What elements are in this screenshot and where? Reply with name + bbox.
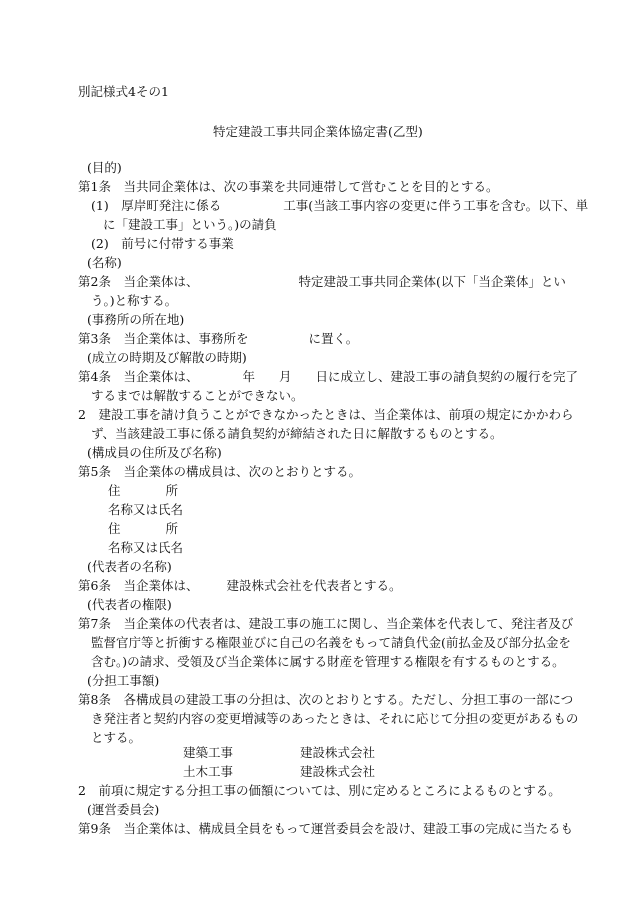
article-4-b: 日に成立し、建設工事の請負契約の履行を完了 bbox=[315, 369, 579, 384]
article-6 bbox=[78, 578, 401, 594]
address-label-a: 住 bbox=[108, 483, 121, 498]
share-row-2-work: 土木工事 bbox=[183, 764, 234, 779]
article-4-p2-line-1: 2 建設工事を請け負うことができなかったときは、当企業体は、前項の規定にかかわら bbox=[78, 407, 574, 422]
heading-committee: (運営委員会) bbox=[87, 802, 160, 817]
heading-share: (分担工事額) bbox=[87, 673, 160, 688]
heading-members: (構成員の住所及び名称) bbox=[87, 445, 222, 460]
member-1-name: 名称又は氏名 bbox=[108, 502, 184, 517]
share-row-1-work: 建築工事 bbox=[183, 745, 234, 760]
article-3-b: に置く。 bbox=[308, 331, 359, 346]
member-2-name: 名称又は氏名 bbox=[108, 540, 184, 555]
heading-rep-authority: (代表者の権限) bbox=[87, 597, 172, 612]
article-9-line-1: 第9条 当企業体は、構成員全員をもって運営委員会を設け、建設工事の完成に当たるも bbox=[78, 821, 573, 836]
article-1-item-1-a: (1) 厚岸町発注に係る bbox=[91, 198, 222, 213]
member-1-address bbox=[108, 483, 178, 499]
article-2-b: 特定建設工事共同企業体(以下「当企業体」とい bbox=[298, 274, 566, 289]
article-6-b: 建設株式会社を代表者とする。 bbox=[226, 578, 402, 593]
article-7-line-3: 含む。)の請求、受領及び当企業体に属する財産を管理する権限を有するものとする。 bbox=[91, 654, 565, 669]
article-3-a: 第3条 当企業体は、事務所を bbox=[78, 331, 249, 346]
article-1-line-1: 第1条 当共同企業体は、次の事業を共同連帯して営むことを目的とする。 bbox=[78, 179, 499, 194]
article-4-line-2: するまでは解散することができない。 bbox=[91, 388, 304, 403]
article-8-line-3: とする。 bbox=[91, 730, 142, 745]
share-row-1-company: 建設株式会社 bbox=[300, 745, 376, 760]
document-title: 特定建設工事共同企業体協定書(乙型) bbox=[213, 124, 423, 139]
address-label-b: 所 bbox=[165, 521, 179, 536]
heading-rep-name: (代表者の名称) bbox=[87, 559, 172, 574]
article-1-item-2: (2) 前号に付帯する事業 bbox=[91, 236, 234, 251]
address-label-a: 住 bbox=[108, 521, 121, 536]
heading-name: (名称) bbox=[87, 255, 122, 270]
article-7-line-1: 第7条 当企業体の代表者は、建設工事の施工に関し、当企業体を代表して、発注者及び bbox=[78, 616, 574, 631]
address-label-b: 所 bbox=[165, 483, 179, 498]
article-2-line-2: う。)と称する。 bbox=[91, 293, 178, 308]
article-3 bbox=[78, 331, 358, 347]
article-4-line-1 bbox=[78, 369, 578, 385]
article-4-month: 月 bbox=[278, 369, 292, 384]
heading-purpose: (目的) bbox=[87, 160, 122, 175]
article-5-line-1: 第5条 当企業体の構成員は、次のとおりとする。 bbox=[78, 464, 361, 479]
article-4-year: 年 bbox=[242, 369, 255, 384]
article-2-a: 第2条 当企業体は、 bbox=[78, 274, 199, 289]
article-6-a: 第6条 当企業体は、 bbox=[78, 578, 199, 593]
article-1-item-1 bbox=[91, 198, 588, 214]
article-4-p2-line-2: ず、当該建設工事に係る請負契約が締結された日に解散するものとする。 bbox=[91, 426, 503, 441]
article-7-line-2: 監督官庁等と折衝する権限並びに自己の名義をもって請負代金(前払金及び部分払金を bbox=[91, 635, 571, 650]
member-2-address bbox=[108, 521, 178, 537]
form-label: 別記様式4その1 bbox=[78, 84, 169, 99]
article-2-line-1 bbox=[78, 274, 566, 290]
article-8-line-2: き発注者と契約内容の変更増減等のあったときは、それに応じて分担の変更があるもの bbox=[91, 711, 579, 726]
heading-office: (事務所の所在地) bbox=[87, 312, 185, 327]
article-1-item-1-cont: に「建設工事」という。)の請負 bbox=[103, 217, 277, 232]
article-8-p2: 2 前項に規定する分担工事の価額については、別に定めるところによるものとする。 bbox=[78, 783, 561, 798]
share-row-2-company: 建設株式会社 bbox=[300, 764, 376, 779]
article-1-item-1-b: 工事(当該工事内容の変更に伴う工事を含む。以下、単 bbox=[283, 198, 589, 213]
heading-period: (成立の時期及び解散の時期) bbox=[87, 350, 247, 365]
article-4-a: 第4条 当企業体は、 bbox=[78, 369, 199, 384]
article-8-line-1: 第8条 各構成員の建設工事の分担は、次のとおりとする。ただし、分担工事の一部につ bbox=[78, 692, 574, 707]
